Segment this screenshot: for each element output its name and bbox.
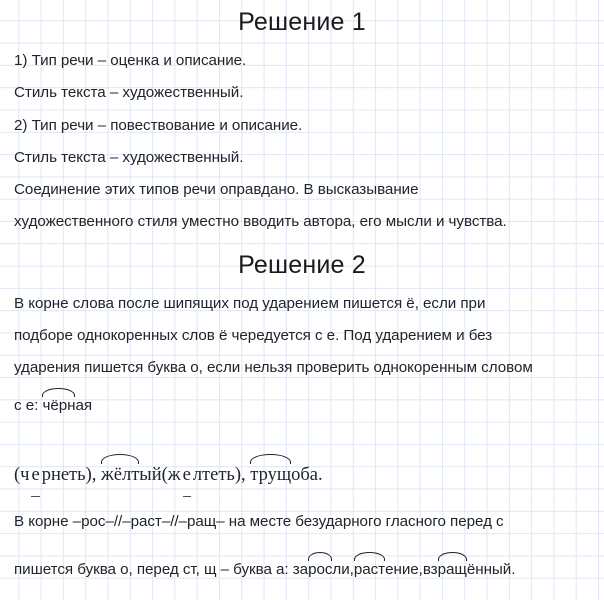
root-arc-chern: чёрн [42,397,76,414]
root-arc-ros: рос [308,561,333,578]
example-prefix: с е: [14,397,43,414]
root-arc-rashch: ращ [437,561,467,578]
solution-1-line-1: 1) Тип речи – оценка и описание. [14,52,247,69]
rule-examples-prefix: пишется буква о, перед ст, щ – буква а: [14,561,293,578]
solution-1-line-4: Стиль текста – художественный. [14,149,244,166]
word-trushchoba-ending: оба. [291,465,323,485]
solution-2-line-1: В корне слова после шипящих под ударением пишется ё, если при [14,295,486,312]
word-rastenie [354,561,423,578]
word-vzrashchennyy-prefix: вз [422,561,438,578]
solution-1-line-2: Стиль текста – художественный. [14,84,244,101]
word-trushchoba [250,465,322,486]
root-arc-zholt: жёлт [100,465,140,485]
example-chernaya [14,397,92,414]
rule-ros-rast-rashch: В корне –рос–//–раст–//–ращ– на месте безударного гласного перед с [14,513,504,530]
word-vzrashchennyy [423,561,516,578]
word-chernaya-ending: ая [75,397,93,414]
chernet-open-paren: (ч [14,465,30,485]
solution-1-heading: Решение 1 [238,8,366,36]
word-zarosli-ending: ли, [332,561,354,578]
zheltet-open-paren: (ж [161,465,181,485]
zheltet-rest: лтеть), [192,465,251,485]
word-zarosli [293,561,354,578]
solution-2-line-3: ударения пишется буква о, если нельзя проверить однокоренным словом [14,359,533,376]
example-words-line [14,465,323,486]
word-zholtyy [101,465,162,486]
stressed-letter-e-chernet: е [31,465,40,485]
chernet-rest: рнеть), [41,465,101,485]
word-zholtyy-ending: ый [139,465,162,485]
solution-1-line-3: 2) Тип речи – повествование и описание. [14,117,303,134]
solution-1-line-6: художественного стиля уместно вводить автора, его мысли и чувства. [14,213,507,230]
solution-2-heading: Решение 2 [238,251,366,279]
word-vzrashchennyy-ending: ённый. [466,561,516,578]
solution-1-line-5: Соединение этих типов речи оправдано. В высказывание [14,181,419,198]
word-chernaya [42,397,92,414]
root-arc-trushch: трущ [250,465,292,485]
rule-examples-line [14,561,515,578]
stressed-letter-e-zheltet: е [182,465,191,485]
solution-2-line-2: подборе однокоренных слов ё чередуется с е. Под ударением и без [14,327,493,344]
word-rastenie-ending: ение, [385,561,423,578]
root-arc-rast: раст [353,561,386,578]
word-zarosli-prefix: за [292,561,309,578]
